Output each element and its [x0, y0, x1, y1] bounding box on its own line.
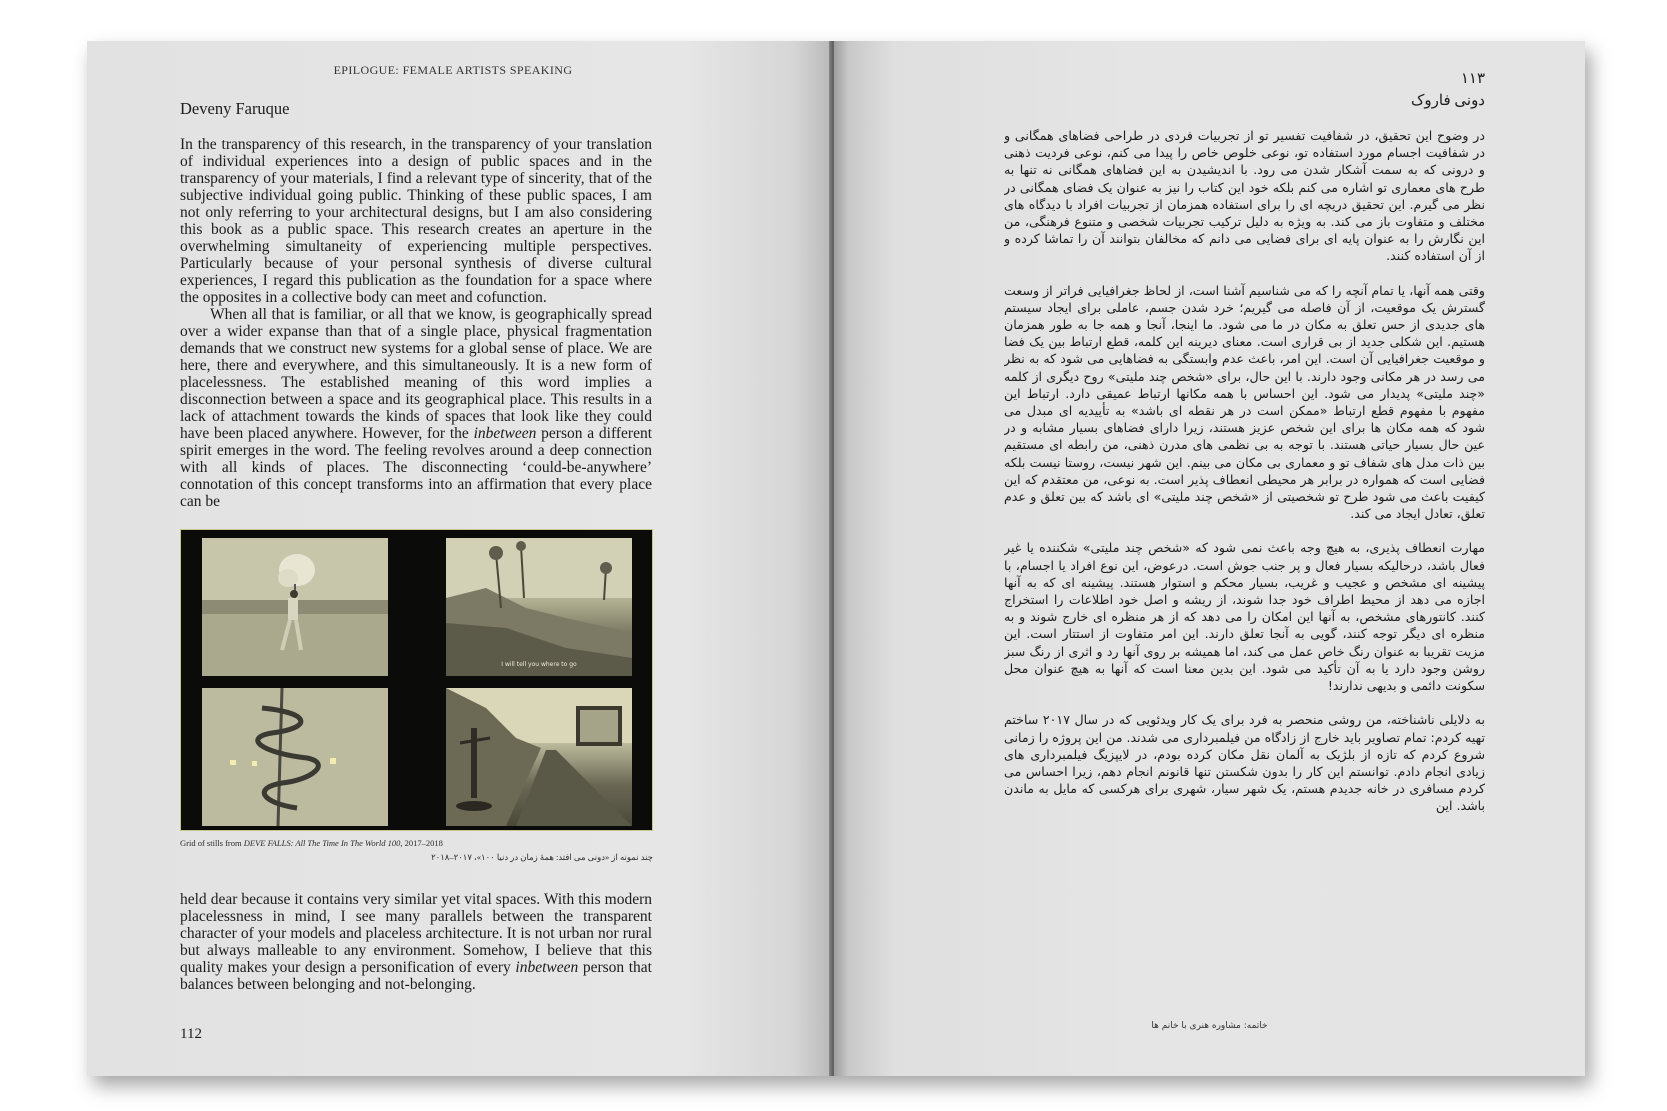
running-head: EPILOGUE: FEMALE ARTISTS SPEAKING [333, 63, 573, 77]
film-stills-grid [180, 529, 653, 831]
page-number-right: ۱۱۳ [1460, 71, 1485, 87]
book-spread [87, 41, 1585, 1076]
essay-text-fa [1004, 127, 1485, 997]
right-page [834, 41, 1585, 1076]
page-number-left: 112 [180, 1026, 202, 1042]
figure-caption-fa: چند نمونه از «دونی می افتد: همهٔ زمان در دنیا ۱۰۰»، ۲۰۱۷–۲۰۱۸ [431, 852, 653, 862]
figure-caption-en: Grid of stills from DEVE FALLS: All The Time In The World 100, 2017–2018 [180, 838, 443, 848]
still-spiral-sculpture [202, 688, 388, 826]
running-footer-fa: خاتمه: مشاوره هنری با خانم ها [1151, 1021, 1268, 1031]
fa-paragraph-3: مهارت انعطاف پذیری، به هیچ وجه باعث نمی شود که «شخص چند ملیتی» شکننده یا غیر فعال باشد، درحالیکه بسیار فعال و پر جنب جوش است. درعوض، این نوع افراد یا اجسام، با پیشینه ای مشخص و عجیب و غریب، بسیار محکم و استوار هستند. پیشینه ای که به آنها اجازه می دهد از محیط اطراف خود جدا شوند، از ریشه و اصل خود اطلاعات را استخراج کنند. کانتورهای مشخص، به آنها این امکان را می دهد که از هر منظره ای خارج شوند و به منظره ای دیگر توجه کنند، گویی به آنجا تعلق دارند. این امر متفاوت از استتار است. این مزیت تقریبا به عنوان رنگ خاص عمل می کند، اما همیشه بر روی آنها رد و اثری از رنگ سبز روشن وجود دارد یا به آن تأکید می شود. این بدین معنا است که آنها به هیچ عنوان محل سکونت دائمی و بدیهی ندارند! [1004, 540, 1485, 694]
essay-text-bottom [180, 891, 652, 1013]
fa-paragraph-4: به دلایلی ناشناخته، من روشی منحصر به فرد برای یک کار ویدئویی که در سال ۲۰۱۷ ساختم تهیه کردم: تمام تصاویر باید خارج از زادگاه من فیلمبرداری می شدند. من این پروژه را زمانی شروع کردم که تازه از بلژیک به آلمان نقل مکان کرده بودم، در لایپزیگ فیلمبرداری های زیادی انجام دادم. توانستم این کار را بدون شکستن تنها قانونم انجام دهم، زیرا احساس می کردم مسافری در خانه جدیدم هستم، یک شهر سیار، شهری برای هرکسی که مایل به ماندن باشد. این [1004, 712, 1485, 814]
paragraph-1: In the transparency of this research, in the transparency of your translation of individual experiences into a design of public spaces and in the transparency of your materials, I find a relevant type of sincerity, that of the subjective individual going public. Thinking of these public spaces, I am not only referring to your architectural designs, but I am also considering this book as a public space. This research creates an aperture in the overwhelming simultaneity of experiencing multiple perspectives. Particularly because of your personal synthesis of diverse cultural experiences, I regard this publication as the foundation for a space where the opposites in a collective body can meet and cofunction. [180, 136, 652, 306]
still-beach-figure [202, 538, 388, 676]
inbetween-emphasis: inbetween [473, 425, 537, 442]
inbetween-emphasis: inbetween [515, 959, 579, 976]
fa-paragraph-2: وقتی همه آنها، یا تمام آنچه را که می شناسیم آشنا است، از لحاظ جغرافیایی فراتر از وسعت گسترش یک موقعیت، از آن فاصله می گیریم؛ خرد شدن جسم، عاملی برای ایجاد سیستم های جدیدی از حس تعلق به مکان در ما می شود. ما اینجا، آنجا و همه جا به طور همزمان هستیم. این شکلی جدید از بی قراری است. معنای دیرینه این کلمه، قطع ارتباط بین یک فضا و موقعیت جغرافیایی آن است. این امر، باعث عدم وابستگی به فضاهایی می شود که به نظر می رسد در هر مکانی وجود دارند. با این حال، برای «شخص چند ملیتی» روح دیگری از کلمه «چند ملیتی» پدیدار می شود. این احساس با همه مکانها ارتباط عمیقی دارد. ارتباط این مفهوم با مفهوم قطع ارتباط «ممکن است در هر نقطه ای باشد» به تأییدیه ای مبدل می شود که همه مکان ها برای این شخص عزیز هستند، زیرا دارای فضاهای بسیار مشابه و در عین حال بسیار حیاتی هستند. با توجه به بی نظمی های مدرن ذهنی، من رابطه ای مستقیم بین ذات مدل های شفاف تو و معماری بی مکان می بینم. این شهر نیست، روستا نیست بلکه فضایی است که همواره در برابر هر محیطی انعطاف پذیر است. به نوعی، من معتقدم که این کیفیت باعث می شود طرح تو شخصیتی از «شخص چند ملیتی» ای باشد که بین تعلق و عدم تعلق، تعادل ایجاد می کند. [1004, 282, 1485, 522]
still-cliff-palms [446, 538, 632, 676]
paragraph-2: When all that is familiar, or all that we know, is geographically spread over a wider expanse than that of a single place, physical fragmentation demands that we construct new systems for a global sense of place. We are here, there and everywhere, and this simultaneously. It is a new form of placelessness. The established meaning of this word implies a disconnection between a space and its geographical place. This results in a lack of attachment towards the kinds of spaces that look like they could have been placed anywhere. However, for the inbetween person a different spirit emerges in the word. The feeling revolves around a deep connection with all kinds of places. The disconnecting ‘could-be-anywhere’ connotation of this concept transforms into an affirmation that every place can be [180, 306, 652, 510]
author-name-fa: دونی فاروک [1410, 93, 1485, 109]
essay-text-top [180, 136, 652, 558]
still-road-statue [446, 688, 632, 826]
fa-paragraph-1: در وضوح این تحقیق، در شفافیت تفسیر تو از تجربیات فردی در طراحی فضاهای همگانی و در شفافیت اجسام مورد استفاده تو، نوعی خلوص خاص را پیدا می کنم، نوعی فردیت ذهنی و درونی که به سمت آشکار شدن می رود. با اندیشیدن به این فضاهای همگانی نه تنها به طرح های معماری تو اشاره می کنم بلکه خود این کتاب را نیز به عنوان یک فضای همگانی در نظر می گیرم. این تحقیق دریچه ای را برای استفاده همزمان از تجربیات افراد با دیدگاه های مختلف و متفاوت باز می کند. به ویژه به دلیل ترکیب تجربیات شخصی و متنوع فرهنگی، من این نگارش را به عنوان پایه ای برای فضایی می دانم که مخالفان بتوانند آن را تماشا کرده و از آن استفاده کنند. [1004, 128, 1485, 264]
paragraph-3: held dear because it contains very similar yet vital spaces. With this modern placelessness in mind, I see many parallels between the transparent character of your models and placeless architecture. It is not urban nor rural but always malleable to any environment. Somehow, I believe that this quality makes your design a personification of every inbetween person that balances between belonging and not-belonging. [180, 891, 652, 993]
left-page [87, 41, 831, 1076]
still-subtitle: I will tell you where to go [501, 661, 577, 668]
author-name: Deveny Faruque [180, 99, 290, 118]
